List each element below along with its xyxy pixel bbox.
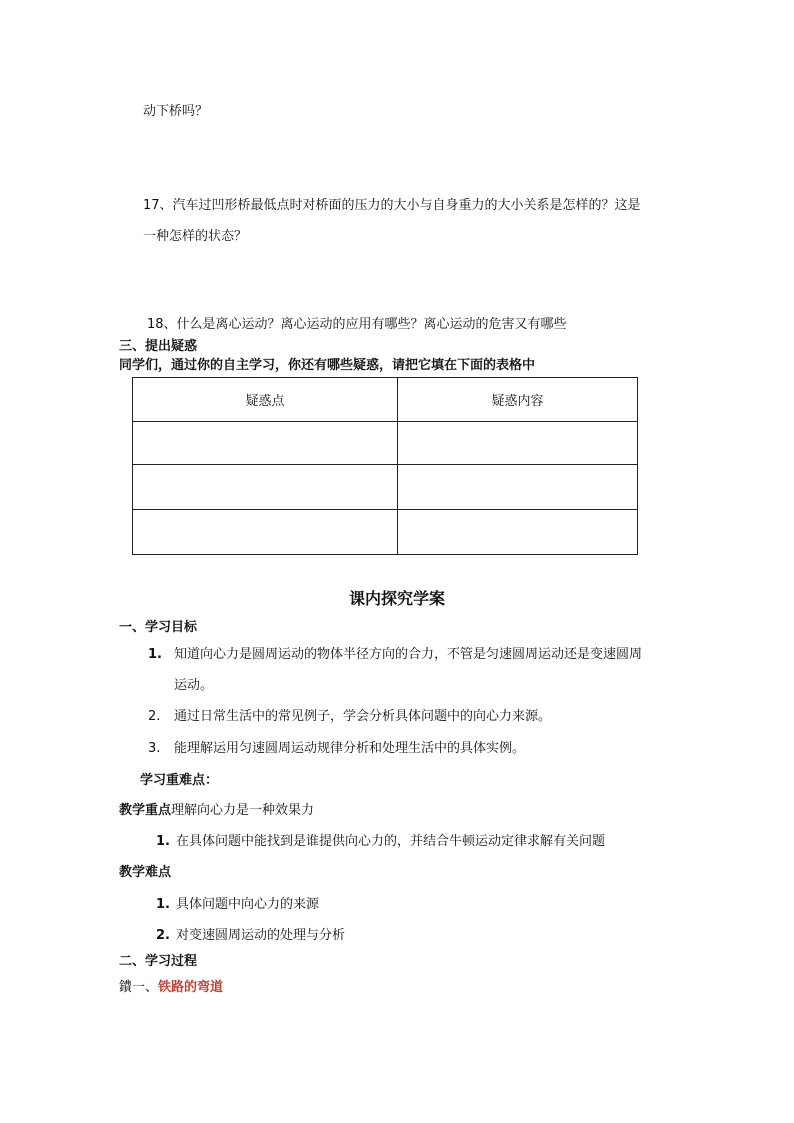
table-header-cell: 疑惑点 <box>133 378 398 422</box>
goal-item <box>148 646 642 664</box>
table-cell[interactable] <box>398 510 638 555</box>
text-line: 动下桥吗？ <box>143 104 209 119</box>
goal-text: 通过日常生活中的常见例子，学会分析具体问题中的向心力来源。 <box>174 709 552 724</box>
difficulty-item <box>156 896 319 914</box>
subsection-prefix: 鐨一、 <box>119 980 159 995</box>
difficulty-text: 具体问题中向心力的来源 <box>176 897 320 912</box>
focus-label: 教学重点 <box>119 803 172 818</box>
question-18: 18、什么是离心运动？离心运动的应用有哪些？离心运动的危害又有哪些 <box>147 317 567 332</box>
table-cell[interactable] <box>133 465 398 510</box>
subsection-heading <box>119 979 223 997</box>
table-header-cell: 疑惑内容 <box>398 378 638 422</box>
subsection-title: 铁路的弯道 <box>158 980 224 995</box>
list-number: 1. <box>156 897 170 912</box>
key-points-heading: 学习重难点： <box>140 773 219 788</box>
goal-item <box>148 708 551 726</box>
table-cell[interactable] <box>133 422 398 465</box>
doubts-table <box>132 377 638 555</box>
goal-text: 知道向心力是圆周运动的物体半径方向的合力，不管是匀速圆周运动还是变速圆周 <box>174 647 643 662</box>
list-number: 2. <box>148 709 161 724</box>
goal-item-cont: 运动。 <box>174 678 214 693</box>
table-cell[interactable] <box>398 465 638 510</box>
focus-item <box>156 833 605 851</box>
section-heading-goals: 一、学习目标 <box>119 620 198 635</box>
difficulty-label: 教学难点 <box>119 865 172 880</box>
section-heading-doubts: 三、提出疑惑 <box>119 339 198 354</box>
goal-text: 能理解运用匀速圆周运动规律分析和处理生活中的具体实例。 <box>174 741 526 756</box>
section-heading-process: 二、学习过程 <box>119 954 198 969</box>
difficulty-item <box>156 927 345 945</box>
doubts-intro: 同学们，通过你的自主学习，你还有哪些疑惑，请把它填在下面的表格中 <box>119 358 536 373</box>
focus-text: 理解向心力是一种效果力 <box>171 803 315 818</box>
page-title: 课内探究学案 <box>348 589 445 608</box>
teaching-focus <box>119 802 314 820</box>
list-number: 1. <box>156 834 170 849</box>
list-number: 2. <box>156 928 170 943</box>
table-cell[interactable] <box>398 422 638 465</box>
question-17: 17、汽车过凹形桥最低点时对桥面的压力的大小与自身重力的大小关系是怎样的？这是 <box>143 198 641 213</box>
table-cell[interactable] <box>133 510 398 555</box>
list-number: 3. <box>148 741 161 756</box>
difficulty-text: 对变速圆周运动的处理与分析 <box>176 928 346 943</box>
question-17-cont: 一种怎样的状态？ <box>143 229 248 244</box>
goal-item <box>148 740 525 758</box>
list-number: 1. <box>148 647 162 662</box>
focus-item-text: 在具体问题中能找到是谁提供向心力的，并结合牛顿运动定律求解有关问题 <box>176 834 606 849</box>
